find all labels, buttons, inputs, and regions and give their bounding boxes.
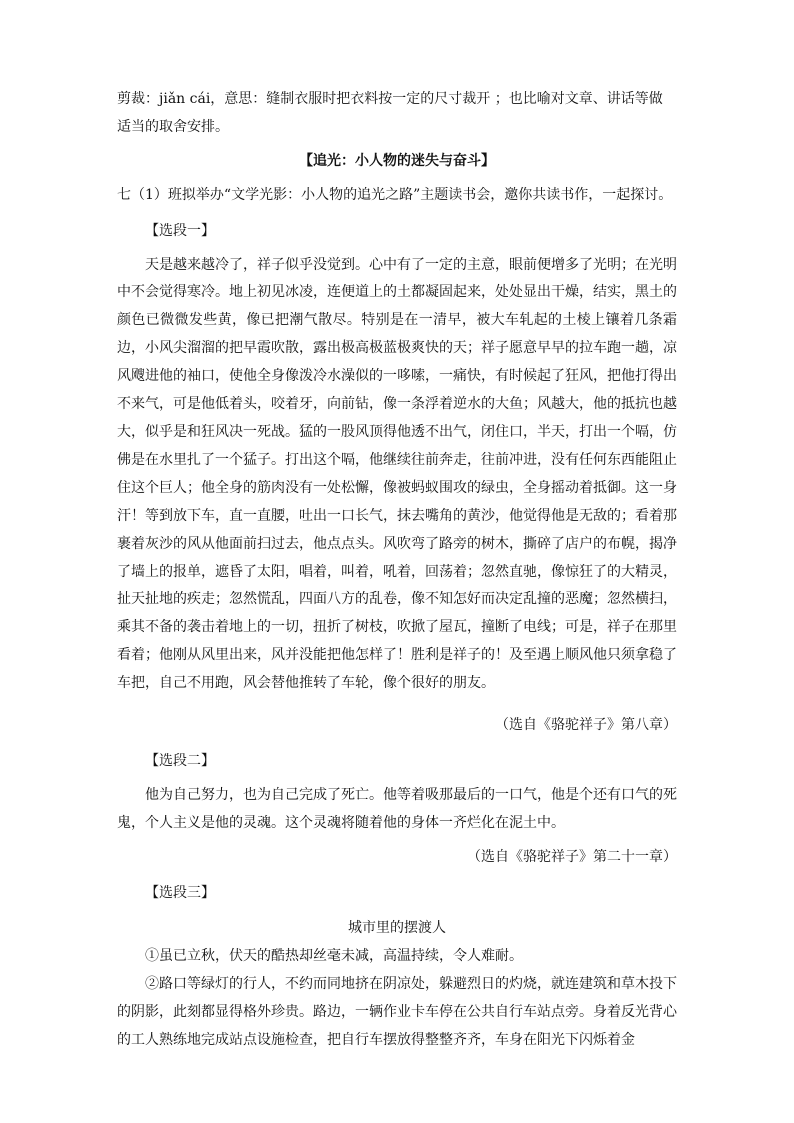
intro-paragraph: 七（1）班拟举办“文学光影：小人物的追光之路”主题读书会，邀你共读书作，一起探讨。 (117, 186, 673, 203)
excerpt-1-body: 天是越来越冷了，祥子似乎没觉到。心中有了一定的主意，眼前便增多了光明；在光明中不会觉得寒冷。地上初见冰凌，连便道上的土都凝固起来，处处显出干燥，结实，黑土的颜色已微微发些黄，像已把潮气散尽。特别是在一清早，被大车轧起的土棱上镶着几条霜边，小风尖溜溜的把早霞吹散，露出极高极蓝极爽快的天；祥子愿意早早的拉车跑一趟，凉风飕进他的袖口，使他全身像泼冷水澡似的一哆嗦，一痛快，有时候起了狂风，把他打得出不来气，可是他低着头，咬着牙，向前钻，像一条浮着逆水的大鱼；风越大，他的抵抗也越大，似乎是和狂风决一死战。猛的一股风顶得他透不出气，闭住口，半天，打出一个嗝，仿佛是在水里扎了一个猛子。打出这个嗝，他继续往前奔走，往前冲进，没有任何东西能阻止住这个巨人；他全身的筋肉没有一处松懈，像被蚂蚁围攻的绿虫，全身摇动着抵御。这一身汗！等到放下车，直一直腰，吐出一口长气，抹去嘴角的黄沙，他觉得他是无敌的；看着那裹着灰沙的风从他面前扫过去，他点点头。风吹弯了路旁的树木，撕碎了店户的布幌，揭净了墙上的报单，遮昏了太阳，唱着，叫着，吼着，回荡着；忽然直驰，像惊狂了的大精灵，扯天扯地的疾走；忽然慌乱，四面八方的乱卷，像不知怎好而决定乱撞的恶魔；忽然横扫，乘其不备的袭击着地上的一切，扭折了树枝，吹掀了屋瓦，撞断了电线；可是，祥子在那里看着；他刚从风里出来，风并没能把他怎样了！胜利是祥子的！及至遇上顺风他只须拿稳了车把，自己不用跑，风会替他推转了车轮，像个很好的朋友。 (117, 256, 677, 692)
article-title: 城市里的摆渡人 (348, 920, 446, 937)
excerpt-1-label: 【选段一】 (145, 222, 215, 239)
excerpt-2-body: 他为自己努力，也为自己完成了死亡。他等着吸那最后的一口气，他是个还有口气的死鬼，个人主义是他的灵魂。这个灵魂将随着他的身体一齐烂化在泥土中。 (117, 786, 677, 831)
excerpt-1-source: （选自《骆驼祥子》第八章） (495, 717, 677, 734)
section-heading: 【追光：小人物的迷失与奋斗】 (299, 152, 495, 169)
article-paragraph-1: ①虽已立秋，伏天的酷热却丝毫未减，高温持续，令人难耐。 (145, 948, 523, 965)
excerpt-3-label: 【选段三】 (145, 884, 215, 901)
document-page (117, 86, 677, 1055)
excerpt-2-label: 【选段二】 (145, 752, 215, 769)
excerpt-2-source: （选自《骆驼祥子》第二十一章） (467, 848, 677, 865)
gloss-line-1: 剪裁：jiǎn cái，意思：缝制衣服时把衣料按一定的尺寸裁开 ；也比喻对文章、讲话等做 (117, 91, 663, 107)
article-paragraph-2: ②路口等绿灯的行人，不约而同地挤在阴凉处，躲避烈日的灼烧，就连建筑和草木投下的阴影，此刻都显得格外珍贵。路边，一辆作业卡车停在公共自行车站点旁。身着反光背心的工人熟练地完成站点设施检查，把自行车摆放得整整齐齐，车身在阳光下闪烁着金 (117, 976, 677, 1049)
gloss-line-2: 适当的取舍安排。 (117, 118, 229, 135)
